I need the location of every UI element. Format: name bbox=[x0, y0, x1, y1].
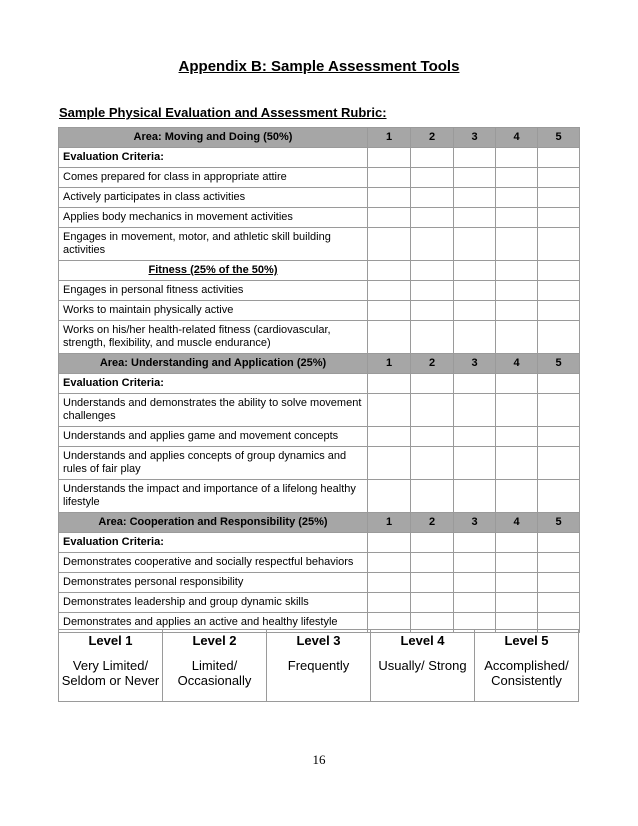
score-cell bbox=[454, 593, 496, 613]
score-cell bbox=[538, 228, 580, 261]
criterion-row bbox=[59, 281, 580, 301]
level-label: Level 3 bbox=[267, 630, 371, 655]
level-label: Level 5 bbox=[475, 630, 579, 655]
score-header: 5 bbox=[538, 513, 580, 533]
level-desc-line: Consistently bbox=[491, 673, 562, 688]
score-cell bbox=[538, 553, 580, 573]
criterion-row bbox=[59, 480, 580, 513]
page-number: 16 bbox=[312, 752, 326, 767]
score-cell bbox=[496, 188, 538, 208]
score-cell bbox=[368, 188, 411, 208]
area-header-row bbox=[59, 128, 580, 148]
score-cell bbox=[538, 374, 580, 394]
score-header: 3 bbox=[454, 128, 496, 148]
criterion-text: Understands the impact and importance of a lifelong healthy lifestyle bbox=[59, 480, 368, 513]
criterion-text: Actively participates in class activities bbox=[59, 188, 368, 208]
score-cell bbox=[454, 427, 496, 447]
score-cell bbox=[368, 261, 411, 281]
score-cell bbox=[496, 533, 538, 553]
page-title: Appendix B: Sample Assessment Tools bbox=[178, 58, 460, 75]
score-header: 5 bbox=[538, 128, 580, 148]
score-cell bbox=[368, 533, 411, 553]
score-header: 1 bbox=[368, 128, 411, 148]
score-cell bbox=[454, 168, 496, 188]
score-cell bbox=[411, 447, 454, 480]
criterion-text: Demonstrates personal responsibility bbox=[59, 573, 368, 593]
score-cell bbox=[411, 480, 454, 513]
score-cell bbox=[368, 593, 411, 613]
score-cell bbox=[411, 573, 454, 593]
score-cell bbox=[454, 208, 496, 228]
score-cell bbox=[454, 188, 496, 208]
score-cell bbox=[538, 148, 580, 168]
score-header: 4 bbox=[496, 128, 538, 148]
level-label: Level 4 bbox=[371, 630, 475, 655]
subsection-title: Fitness (25% of the 50%) bbox=[59, 261, 368, 281]
levels-key-table bbox=[58, 629, 579, 702]
score-cell bbox=[496, 281, 538, 301]
score-cell bbox=[454, 301, 496, 321]
score-cell bbox=[496, 208, 538, 228]
criterion-row bbox=[59, 447, 580, 480]
score-cell bbox=[496, 394, 538, 427]
score-cell bbox=[411, 301, 454, 321]
score-cell bbox=[368, 573, 411, 593]
score-cell bbox=[538, 427, 580, 447]
score-cell bbox=[538, 208, 580, 228]
score-cell bbox=[496, 321, 538, 354]
criterion-text: Works on his/her health-related fitness (cardiovascular, strength, flexibility, and muscle endurance) bbox=[59, 321, 368, 354]
score-cell bbox=[454, 261, 496, 281]
score-cell bbox=[538, 447, 580, 480]
score-cell bbox=[538, 533, 580, 553]
score-cell bbox=[538, 168, 580, 188]
score-header: 4 bbox=[496, 354, 538, 374]
criteria-label: Evaluation Criteria: bbox=[59, 533, 368, 553]
score-header: 2 bbox=[411, 354, 454, 374]
score-cell bbox=[538, 321, 580, 354]
score-cell bbox=[538, 480, 580, 513]
criterion-row bbox=[59, 427, 580, 447]
score-cell bbox=[454, 321, 496, 354]
criteria-label-row bbox=[59, 533, 580, 553]
score-cell bbox=[454, 148, 496, 168]
score-cell bbox=[368, 447, 411, 480]
criterion-text: Demonstrates leadership and group dynamic skills bbox=[59, 593, 368, 613]
score-cell bbox=[411, 261, 454, 281]
score-cell bbox=[368, 321, 411, 354]
criterion-row bbox=[59, 301, 580, 321]
score-cell bbox=[368, 394, 411, 427]
criterion-text: Demonstrates cooperative and socially respectful behaviors bbox=[59, 553, 368, 573]
assessment-rubric-table bbox=[58, 127, 580, 633]
score-cell bbox=[411, 321, 454, 354]
score-cell bbox=[454, 447, 496, 480]
level-desc-line: Frequently bbox=[287, 658, 350, 673]
score-cell bbox=[411, 228, 454, 261]
criterion-text: Engages in personal fitness activities bbox=[59, 281, 368, 301]
score-cell bbox=[454, 480, 496, 513]
criteria-label-row bbox=[59, 148, 580, 168]
section-title: Sample Physical Evaluation and Assessment Rubric: bbox=[59, 105, 387, 120]
score-cell bbox=[538, 593, 580, 613]
levels-header-row bbox=[59, 630, 579, 655]
score-cell bbox=[368, 553, 411, 573]
criterion-text: Understands and demonstrates the ability to solve movement challenges bbox=[59, 394, 368, 427]
score-cell bbox=[411, 208, 454, 228]
score-header: 2 bbox=[411, 513, 454, 533]
level-desc-line: Accomplished/ bbox=[484, 658, 569, 673]
score-cell bbox=[496, 228, 538, 261]
criterion-text: Understands and applies game and movement concepts bbox=[59, 427, 368, 447]
score-cell bbox=[496, 480, 538, 513]
score-cell bbox=[496, 573, 538, 593]
criterion-text: Works to maintain physically active bbox=[59, 301, 368, 321]
level-desc-line: Usually/ Strong bbox=[378, 658, 467, 673]
area-header-row bbox=[59, 354, 580, 374]
score-header: 2 bbox=[411, 128, 454, 148]
score-cell bbox=[368, 208, 411, 228]
area-title: Area: Understanding and Application (25%) bbox=[59, 354, 368, 374]
score-cell bbox=[454, 228, 496, 261]
score-cell bbox=[496, 553, 538, 573]
level-description bbox=[163, 654, 267, 702]
score-cell bbox=[454, 553, 496, 573]
criterion-row bbox=[59, 573, 580, 593]
score-cell bbox=[368, 480, 411, 513]
criterion-row bbox=[59, 188, 580, 208]
area-header-row bbox=[59, 513, 580, 533]
score-header: 3 bbox=[454, 513, 496, 533]
criteria-label: Evaluation Criteria: bbox=[59, 148, 368, 168]
criterion-row bbox=[59, 553, 580, 573]
score-cell bbox=[538, 573, 580, 593]
score-cell bbox=[411, 168, 454, 188]
score-cell bbox=[454, 281, 496, 301]
score-cell bbox=[368, 427, 411, 447]
score-cell bbox=[411, 593, 454, 613]
criterion-row bbox=[59, 228, 580, 261]
level-description bbox=[475, 654, 579, 702]
criterion-row bbox=[59, 394, 580, 427]
score-cell bbox=[411, 281, 454, 301]
score-cell bbox=[496, 374, 538, 394]
levels-desc-row bbox=[59, 654, 579, 702]
score-cell bbox=[411, 188, 454, 208]
score-header: 1 bbox=[368, 513, 411, 533]
score-cell bbox=[411, 374, 454, 394]
score-cell bbox=[496, 168, 538, 188]
score-cell bbox=[411, 427, 454, 447]
score-cell bbox=[496, 148, 538, 168]
criterion-row bbox=[59, 321, 580, 354]
score-cell bbox=[496, 261, 538, 281]
score-cell bbox=[411, 148, 454, 168]
score-cell bbox=[454, 573, 496, 593]
score-cell bbox=[368, 374, 411, 394]
score-cell bbox=[368, 301, 411, 321]
score-cell bbox=[454, 533, 496, 553]
score-cell bbox=[538, 394, 580, 427]
level-label: Level 1 bbox=[59, 630, 163, 655]
criterion-row bbox=[59, 208, 580, 228]
score-header: 4 bbox=[496, 513, 538, 533]
score-header: 1 bbox=[368, 354, 411, 374]
criterion-row bbox=[59, 593, 580, 613]
criterion-text: Applies body mechanics in movement activities bbox=[59, 208, 368, 228]
score-cell bbox=[411, 394, 454, 427]
score-cell bbox=[368, 281, 411, 301]
criterion-text: Demonstrates and applies an active and healthy lifestyle bbox=[59, 613, 368, 633]
score-cell bbox=[496, 593, 538, 613]
score-cell bbox=[454, 374, 496, 394]
area-title: Area: Cooperation and Responsibility (25%) bbox=[59, 513, 368, 533]
criterion-text: Understands and applies concepts of group dynamics and rules of fair play bbox=[59, 447, 368, 480]
level-desc-line: Occasionally bbox=[177, 673, 252, 688]
score-cell bbox=[538, 281, 580, 301]
score-cell bbox=[496, 427, 538, 447]
level-desc-line: Seldom or Never bbox=[61, 673, 160, 688]
criterion-text: Engages in movement, motor, and athletic skill building activities bbox=[59, 228, 368, 261]
level-desc-line: Very Limited/ bbox=[72, 658, 149, 673]
score-cell bbox=[454, 394, 496, 427]
score-cell bbox=[411, 553, 454, 573]
score-cell bbox=[411, 533, 454, 553]
score-cell bbox=[368, 168, 411, 188]
score-cell bbox=[368, 148, 411, 168]
subsection-row bbox=[59, 261, 580, 281]
criterion-text: Comes prepared for class in appropriate attire bbox=[59, 168, 368, 188]
criterion-row bbox=[59, 168, 580, 188]
level-description bbox=[59, 654, 163, 702]
level-description bbox=[371, 654, 475, 702]
score-cell bbox=[538, 188, 580, 208]
score-header: 3 bbox=[454, 354, 496, 374]
score-cell bbox=[538, 301, 580, 321]
criteria-label: Evaluation Criteria: bbox=[59, 374, 368, 394]
score-cell bbox=[496, 447, 538, 480]
criteria-label-row bbox=[59, 374, 580, 394]
score-header: 5 bbox=[538, 354, 580, 374]
score-cell bbox=[538, 261, 580, 281]
area-title: Area: Moving and Doing (50%) bbox=[59, 128, 368, 148]
level-desc-line: Limited/ bbox=[191, 658, 238, 673]
level-label: Level 2 bbox=[163, 630, 267, 655]
level-description bbox=[267, 654, 371, 702]
score-cell bbox=[496, 301, 538, 321]
score-cell bbox=[368, 228, 411, 261]
